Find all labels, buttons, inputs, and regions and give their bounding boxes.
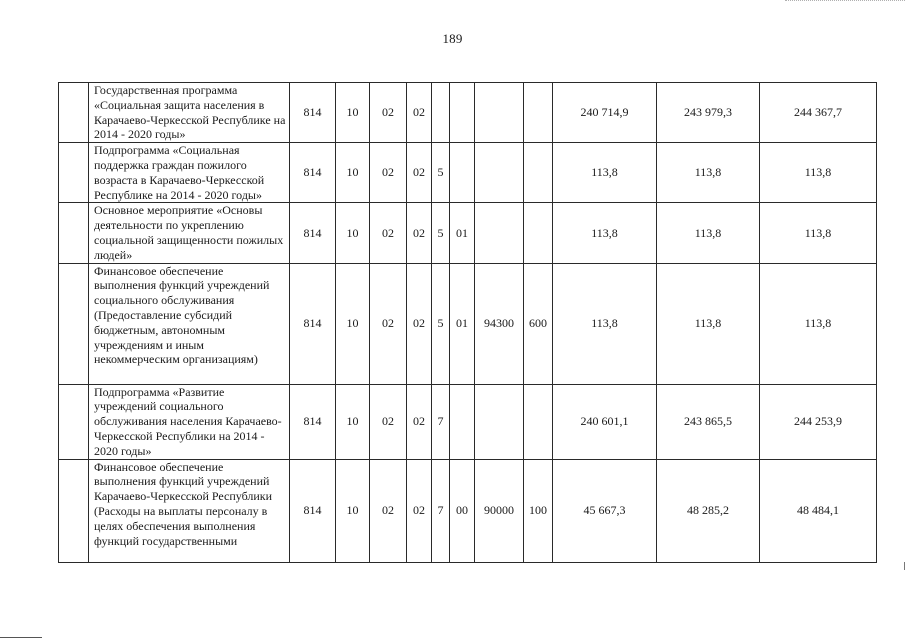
grbs-code: 814 xyxy=(290,384,336,459)
direction-code xyxy=(475,384,524,459)
table-row xyxy=(59,203,877,263)
activity-code xyxy=(450,83,475,143)
amount-year-2: 113,8 xyxy=(657,203,760,263)
amount-year-3: 113,8 xyxy=(760,263,877,384)
expense-type-code xyxy=(524,203,553,263)
program-code: 02 xyxy=(407,143,432,203)
program-code: 02 xyxy=(407,384,432,459)
amount-year-2: 113,8 xyxy=(657,143,760,203)
table-row xyxy=(59,384,877,459)
program-code: 02 xyxy=(407,83,432,143)
table-row xyxy=(59,263,877,384)
expense-type-code: 100 xyxy=(524,459,553,562)
amount-year-1: 240 601,1 xyxy=(553,384,657,459)
amount-year-1: 113,8 xyxy=(553,263,657,384)
expense-type-code: 600 xyxy=(524,263,553,384)
scan-edge-mark xyxy=(0,637,42,638)
direction-code: 90000 xyxy=(475,459,524,562)
item-name: Подпрограмма «Социальная поддержка граждан пожилого возраста в Карачаево-Черкесской Республике на 2014 - 2020 годы» xyxy=(89,143,290,203)
table-row xyxy=(59,143,877,203)
section-code: 10 xyxy=(336,143,370,203)
subsection-code: 02 xyxy=(370,143,407,203)
activity-code: 01 xyxy=(450,263,475,384)
amount-year-3: 244 367,7 xyxy=(760,83,877,143)
item-name: Финансовое обеспечение выполнения функций учреждений Карачаево-Черкесской Республики (Расходы на выплаты персоналу в целях обеспечения выполнения функций государственными xyxy=(89,459,290,562)
amount-year-2: 243 979,3 xyxy=(657,83,760,143)
amount-year-3: 244 253,9 xyxy=(760,384,877,459)
amount-year-2: 113,8 xyxy=(657,263,760,384)
section-code: 10 xyxy=(336,263,370,384)
amount-year-1: 240 714,9 xyxy=(553,83,657,143)
amount-year-1: 113,8 xyxy=(553,203,657,263)
section-code: 10 xyxy=(336,203,370,263)
index-cell xyxy=(59,459,89,562)
subprogram-code: 7 xyxy=(432,384,450,459)
subprogram-code xyxy=(432,83,450,143)
amount-year-3: 113,8 xyxy=(760,143,877,203)
activity-code: 00 xyxy=(450,459,475,562)
subsection-code: 02 xyxy=(370,203,407,263)
activity-code xyxy=(450,143,475,203)
section-code: 10 xyxy=(336,459,370,562)
subprogram-code: 7 xyxy=(432,459,450,562)
grbs-code: 814 xyxy=(290,203,336,263)
index-cell xyxy=(59,263,89,384)
subsection-code: 02 xyxy=(370,459,407,562)
grbs-code: 814 xyxy=(290,263,336,384)
index-cell xyxy=(59,384,89,459)
section-code: 10 xyxy=(336,83,370,143)
item-name: Финансовое обеспечение выполнения функций учреждений социального обслуживания (Предоставление субсидий бюджетным, автономным учреждениям и иным некоммерческим организациям) xyxy=(89,263,290,384)
table-row xyxy=(59,459,877,562)
item-name: Государственная программа «Социальная защита населения в Карачаево-Черкесской Республике на 2014 - 2020 годы» xyxy=(89,83,290,143)
grbs-code: 814 xyxy=(290,143,336,203)
subsection-code: 02 xyxy=(370,83,407,143)
item-name: Подпрограмма «Развитие учреждений социального обслуживания населения Карачаево-Черкесской Республики на 2014 - 2020 годы» xyxy=(89,384,290,459)
grbs-code: 814 xyxy=(290,83,336,143)
subsection-code: 02 xyxy=(370,384,407,459)
subsection-code: 02 xyxy=(370,263,407,384)
amount-year-1: 45 667,3 xyxy=(553,459,657,562)
activity-code: 01 xyxy=(450,203,475,263)
subprogram-code: 5 xyxy=(432,263,450,384)
direction-code xyxy=(475,143,524,203)
expense-type-code xyxy=(524,384,553,459)
grbs-code: 814 xyxy=(290,459,336,562)
expense-type-code xyxy=(524,143,553,203)
index-cell xyxy=(59,143,89,203)
item-name: Основное мероприятие «Основы деятельности по укреплению социальной защищенности пожилых людей» xyxy=(89,203,290,263)
amount-year-2: 48 285,2 xyxy=(657,459,760,562)
program-code: 02 xyxy=(407,203,432,263)
section-code: 10 xyxy=(336,384,370,459)
direction-code xyxy=(475,203,524,263)
budget-table xyxy=(58,82,877,563)
activity-code xyxy=(450,384,475,459)
program-code: 02 xyxy=(407,459,432,562)
program-code: 02 xyxy=(407,263,432,384)
scan-edge-mark xyxy=(785,0,905,2)
expense-type-code xyxy=(524,83,553,143)
index-cell xyxy=(59,83,89,143)
subprogram-code: 5 xyxy=(432,203,450,263)
direction-code xyxy=(475,83,524,143)
page-number: 189 xyxy=(442,31,463,46)
table-row xyxy=(59,83,877,143)
amount-year-1: 113,8 xyxy=(553,143,657,203)
direction-code: 94300 xyxy=(475,263,524,384)
index-cell xyxy=(59,203,89,263)
amount-year-3: 113,8 xyxy=(760,203,877,263)
amount-year-2: 243 865,5 xyxy=(657,384,760,459)
subprogram-code: 5 xyxy=(432,143,450,203)
amount-year-3: 48 484,1 xyxy=(760,459,877,562)
